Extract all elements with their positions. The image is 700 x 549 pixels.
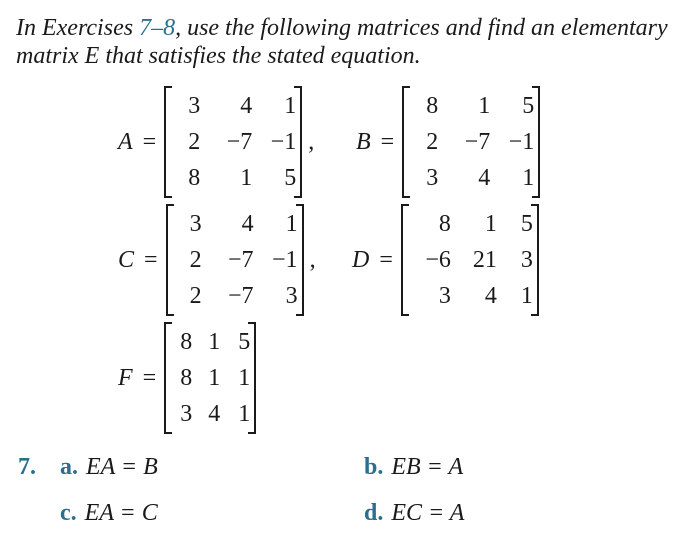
matrix-a — [164, 86, 302, 198]
matrix-entry: −7 — [228, 282, 254, 309]
matrix-a-equation — [118, 86, 332, 198]
matrix-entry: 1 — [284, 92, 297, 119]
part-a — [60, 454, 158, 481]
matrix-entry: 1 — [522, 164, 535, 191]
matrix-entry: 8 — [188, 164, 201, 191]
exercise-range-link[interactable]: 7–8 — [139, 15, 176, 41]
matrix-entry: −1 — [272, 246, 298, 273]
part-b-expression: EB = A — [391, 454, 464, 480]
matrix-b — [402, 86, 540, 198]
matrix-entry: 3 — [520, 246, 533, 273]
matrix-entry: 2 — [426, 128, 439, 155]
matrix-entry: 1 — [484, 210, 497, 237]
comma: , — [308, 128, 315, 155]
part-d-expression: EC = A — [391, 500, 465, 526]
matrix-f-row — [170, 396, 250, 432]
matrix-entry: 5 — [522, 92, 535, 119]
matrix-b-row — [408, 160, 534, 196]
matrix-entry: −1 — [270, 128, 297, 155]
matrix-entry: 2 — [189, 282, 202, 309]
matrix-f — [164, 322, 256, 434]
matrix-entry: 8 — [180, 364, 193, 391]
matrix-d — [401, 204, 539, 316]
matrix-entry: 4 — [484, 282, 497, 309]
matrix-entry: 3 — [426, 164, 439, 191]
matrix-entry: 8 — [438, 210, 451, 237]
matrix-d-label: D — [352, 246, 370, 273]
matrix-entry: 1 — [520, 282, 533, 309]
matrix-entry: 3 — [188, 92, 201, 119]
matrix-b-row — [408, 124, 534, 160]
matrix-entry: 1 — [208, 364, 221, 391]
matrix-a-row — [170, 160, 296, 196]
matrix-d-row — [407, 278, 533, 314]
part-c-label: c. — [60, 500, 77, 526]
matrix-a-label: A — [118, 128, 133, 155]
equals-sign: = — [144, 246, 158, 273]
matrix-entry: 3 — [438, 282, 451, 309]
matrix-f-row — [170, 360, 250, 396]
matrix-entry: 3 — [180, 400, 193, 427]
matrix-entry: 1 — [238, 400, 251, 427]
matrix-entry: 5 — [284, 164, 297, 191]
part-c-expression: EA = C — [84, 500, 158, 526]
instructions — [16, 14, 686, 70]
matrix-entry: 1 — [285, 210, 298, 237]
matrix-entry: 2 — [188, 128, 201, 155]
matrix-entry: −7 — [226, 128, 253, 155]
part-b — [364, 454, 463, 481]
part-a-expression: EA = B — [86, 454, 158, 480]
matrix-f-row — [170, 324, 250, 360]
matrix-entry: 1 — [240, 164, 253, 191]
matrix-entry: 1 — [238, 364, 251, 391]
matrix-f-equation — [118, 322, 256, 434]
matrix-a-row — [170, 88, 296, 124]
matrix-c-row — [172, 278, 298, 314]
matrix-c-row — [172, 206, 298, 242]
matrix-b-equation — [356, 86, 540, 198]
matrix-b-row — [408, 88, 534, 124]
matrix-entry: 4 — [241, 210, 254, 237]
exercise-number: 7. — [18, 454, 36, 480]
matrix-entry: 2 — [189, 246, 202, 273]
matrix-a-row — [170, 124, 296, 160]
matrix-entry: 21 — [472, 246, 497, 273]
part-c — [60, 500, 158, 527]
matrix-c-label: C — [118, 246, 135, 273]
matrix-entry: 1 — [478, 92, 491, 119]
matrix-entry: 4 — [478, 164, 491, 191]
equals-sign: = — [380, 128, 395, 155]
part-d-label: d. — [364, 500, 384, 526]
matrix-entry: 8 — [180, 328, 193, 355]
matrix-b-label: B — [356, 128, 371, 155]
matrix-entry: 4 — [208, 400, 221, 427]
matrix-entry: 5 — [520, 210, 533, 237]
matrix-c-row — [172, 242, 298, 278]
part-d — [364, 500, 464, 527]
part-a-label: a. — [60, 454, 78, 480]
matrix-c-equation — [118, 204, 334, 316]
intro-after: , use the following matrices and find an elementary matrix E that satisfies the stated equation. — [16, 15, 668, 69]
matrix-entry: −1 — [508, 128, 535, 155]
matrix-entry: 1 — [208, 328, 221, 355]
matrix-d-row — [407, 242, 533, 278]
matrix-c — [166, 204, 304, 316]
matrix-f-label: F — [118, 364, 133, 391]
intro-before: In Exercises — [16, 15, 140, 41]
matrix-entry: −6 — [425, 246, 451, 273]
matrix-entry: 3 — [285, 282, 298, 309]
matrix-entry: 5 — [238, 328, 251, 355]
equals-sign: = — [379, 246, 393, 273]
matrix-d-equation — [352, 204, 539, 316]
equals-sign: = — [142, 364, 157, 391]
part-b-label: b. — [364, 454, 384, 480]
matrix-entry: −7 — [464, 128, 491, 155]
equals-sign: = — [142, 128, 157, 155]
matrix-entry: −7 — [228, 246, 254, 273]
comma: , — [309, 246, 316, 273]
matrix-entry: 8 — [426, 92, 439, 119]
matrix-entry: 3 — [189, 210, 202, 237]
matrix-d-row — [407, 206, 533, 242]
matrix-entry: 4 — [240, 92, 253, 119]
